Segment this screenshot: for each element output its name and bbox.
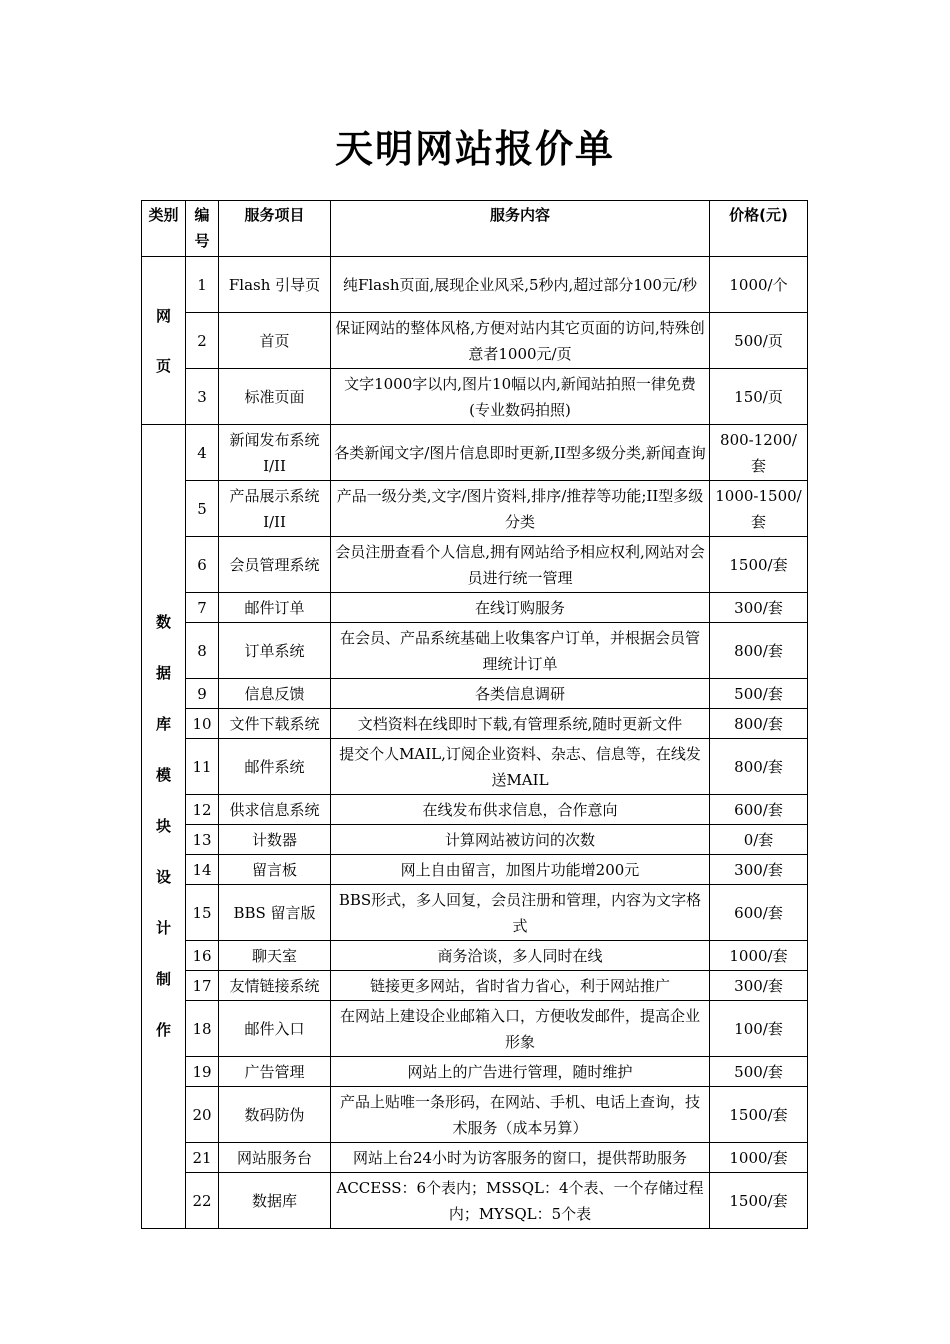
row-number: 6 bbox=[186, 537, 219, 593]
service-price: 1500/套 bbox=[710, 537, 808, 593]
service-price: 300/套 bbox=[710, 593, 808, 623]
price-table bbox=[141, 200, 808, 1229]
table-body bbox=[142, 257, 808, 1229]
service-content: 计算网站被访问的次数 bbox=[331, 825, 710, 855]
row-number: 15 bbox=[186, 885, 219, 941]
service-item: 产品展示系统 I/II bbox=[219, 481, 331, 537]
service-item: 信息反馈 bbox=[219, 679, 331, 709]
row-number: 8 bbox=[186, 623, 219, 679]
category-web-label: 网页 bbox=[155, 306, 171, 375]
service-content: 在线发布供求信息，合作意向 bbox=[331, 795, 710, 825]
service-item: 网站服务台 bbox=[219, 1143, 331, 1173]
table-row bbox=[142, 885, 808, 941]
table-row bbox=[142, 593, 808, 623]
header-price: 价格(元) bbox=[710, 201, 808, 257]
table-row bbox=[142, 679, 808, 709]
service-content: 商务洽谈，多人同时在线 bbox=[331, 941, 710, 971]
header-category: 类别 bbox=[142, 201, 186, 257]
row-number: 19 bbox=[186, 1057, 219, 1087]
service-content: 网站上台24小时为访客服务的窗口，提供帮助服务 bbox=[331, 1143, 710, 1173]
row-number: 12 bbox=[186, 795, 219, 825]
service-price: 1500/套 bbox=[710, 1173, 808, 1229]
service-item: 标准页面 bbox=[219, 369, 331, 425]
service-price: 300/套 bbox=[710, 855, 808, 885]
row-number: 13 bbox=[186, 825, 219, 855]
service-item: 留言板 bbox=[219, 855, 331, 885]
service-content: 链接更多网站，省时省力省心，利于网站推广 bbox=[331, 971, 710, 1001]
service-item: 供求信息系统 bbox=[219, 795, 331, 825]
service-content: 在线订购服务 bbox=[331, 593, 710, 623]
table-row bbox=[142, 1087, 808, 1143]
service-price: 150/页 bbox=[710, 369, 808, 425]
table-row bbox=[142, 257, 808, 313]
row-number: 20 bbox=[186, 1087, 219, 1143]
service-content: 在网站上建设企业邮箱入口，方便收发邮件，提高企业形象 bbox=[331, 1001, 710, 1057]
service-price: 800/套 bbox=[710, 739, 808, 795]
service-content: 各类信息调研 bbox=[331, 679, 710, 709]
row-number: 17 bbox=[186, 971, 219, 1001]
service-content: 各类新闻文字/图片信息即时更新,II型多级分类,新闻查询 bbox=[331, 425, 710, 481]
service-content: 保证网站的整体风格,方便对站内其它页面的访问,特殊创意者1000元/页 bbox=[331, 313, 710, 369]
service-item: Flash 引导页 bbox=[219, 257, 331, 313]
service-price: 0/套 bbox=[710, 825, 808, 855]
service-item: 聊天室 bbox=[219, 941, 331, 971]
service-content: 文档资料在线即时下载,有管理系统,随时更新文件 bbox=[331, 709, 710, 739]
table-row bbox=[142, 369, 808, 425]
row-number: 2 bbox=[186, 313, 219, 369]
table-row bbox=[142, 537, 808, 593]
service-item: 会员管理系统 bbox=[219, 537, 331, 593]
table-row bbox=[142, 481, 808, 537]
service-item: 邮件系统 bbox=[219, 739, 331, 795]
row-number: 4 bbox=[186, 425, 219, 481]
row-number: 21 bbox=[186, 1143, 219, 1173]
table-row bbox=[142, 1173, 808, 1229]
header-item: 服务项目 bbox=[219, 201, 331, 257]
service-item: 友情链接系统 bbox=[219, 971, 331, 1001]
row-number: 5 bbox=[186, 481, 219, 537]
service-price: 1500/套 bbox=[710, 1087, 808, 1143]
table-row bbox=[142, 825, 808, 855]
row-number: 9 bbox=[186, 679, 219, 709]
service-content: 会员注册查看个人信息,拥有网站给予相应权利,网站对会员进行统一管理 bbox=[331, 537, 710, 593]
category-web bbox=[142, 257, 186, 425]
service-item: 数据库 bbox=[219, 1173, 331, 1229]
service-content: 纯Flash页面,展现企业风采,5秒内,超过部分100元/秒 bbox=[331, 257, 710, 313]
row-number: 14 bbox=[186, 855, 219, 885]
header-content: 服务内容 bbox=[331, 201, 710, 257]
table-row bbox=[142, 795, 808, 825]
service-price: 500/页 bbox=[710, 313, 808, 369]
service-price: 1000-1500/套 bbox=[710, 481, 808, 537]
table-row bbox=[142, 709, 808, 739]
service-content: 文字1000字以内,图片10幅以内,新闻站拍照一律免费(专业数码拍照) bbox=[331, 369, 710, 425]
service-content: ACCESS：6个表内；MSSQL：4个表、一个存储过程内；MYSQL：5个表 bbox=[331, 1173, 710, 1229]
service-content: 网上自由留言，加图片功能增200元 bbox=[331, 855, 710, 885]
service-content: 提交个人MAIL,订阅企业资料、杂志、信息等，在线发送MAIL bbox=[331, 739, 710, 795]
service-price: 800/套 bbox=[710, 623, 808, 679]
table-row bbox=[142, 313, 808, 369]
service-item: 邮件入口 bbox=[219, 1001, 331, 1057]
service-item: BBS 留言版 bbox=[219, 885, 331, 941]
service-price: 100/套 bbox=[710, 1001, 808, 1057]
service-price: 600/套 bbox=[710, 885, 808, 941]
table-row bbox=[142, 1057, 808, 1087]
row-number: 16 bbox=[186, 941, 219, 971]
row-number: 22 bbox=[186, 1173, 219, 1229]
service-item: 文件下载系统 bbox=[219, 709, 331, 739]
category-database-label: 数据库模块设计制作 bbox=[155, 613, 171, 1039]
category-database bbox=[142, 425, 186, 1229]
service-content: 产品一级分类,文字/图片资料,排序/推荐等功能;II型多级分类 bbox=[331, 481, 710, 537]
service-item: 计数器 bbox=[219, 825, 331, 855]
service-price: 800-1200/套 bbox=[710, 425, 808, 481]
service-content: 网站上的广告进行管理，随时维护 bbox=[331, 1057, 710, 1087]
row-number: 3 bbox=[186, 369, 219, 425]
service-content: 产品上贴唯一条形码，在网站、手机、电话上查询，技术服务（成本另算） bbox=[331, 1087, 710, 1143]
table-row bbox=[142, 855, 808, 885]
service-price: 1000/个 bbox=[710, 257, 808, 313]
service-content: BBS形式，多人回复，会员注册和管理，内容为文字格式 bbox=[331, 885, 710, 941]
table-row bbox=[142, 623, 808, 679]
table-row bbox=[142, 971, 808, 1001]
row-number: 11 bbox=[186, 739, 219, 795]
table-header-row bbox=[142, 201, 808, 257]
table-row bbox=[142, 425, 808, 481]
service-item: 订单系统 bbox=[219, 623, 331, 679]
row-number: 1 bbox=[186, 257, 219, 313]
service-price: 800/套 bbox=[710, 709, 808, 739]
table-row bbox=[142, 1001, 808, 1057]
table-row bbox=[142, 1143, 808, 1173]
service-price: 500/套 bbox=[710, 1057, 808, 1087]
row-number: 10 bbox=[186, 709, 219, 739]
table-row bbox=[142, 941, 808, 971]
header-number: 编号 bbox=[186, 201, 219, 257]
service-price: 500/套 bbox=[710, 679, 808, 709]
service-item: 新闻发布系统 I/II bbox=[219, 425, 331, 481]
service-price: 1000/套 bbox=[710, 941, 808, 971]
service-item: 广告管理 bbox=[219, 1057, 331, 1087]
service-price: 600/套 bbox=[710, 795, 808, 825]
table-row bbox=[142, 739, 808, 795]
page-title: 天明网站报价单 bbox=[334, 127, 615, 171]
service-content: 在会员、产品系统基础上收集客户订单，并根据会员管理统计订单 bbox=[331, 623, 710, 679]
service-item: 数码防伪 bbox=[219, 1087, 331, 1143]
service-item: 首页 bbox=[219, 313, 331, 369]
service-price: 1000/套 bbox=[710, 1143, 808, 1173]
row-number: 18 bbox=[186, 1001, 219, 1057]
service-price: 300/套 bbox=[710, 971, 808, 1001]
row-number: 7 bbox=[186, 593, 219, 623]
service-item: 邮件订单 bbox=[219, 593, 331, 623]
